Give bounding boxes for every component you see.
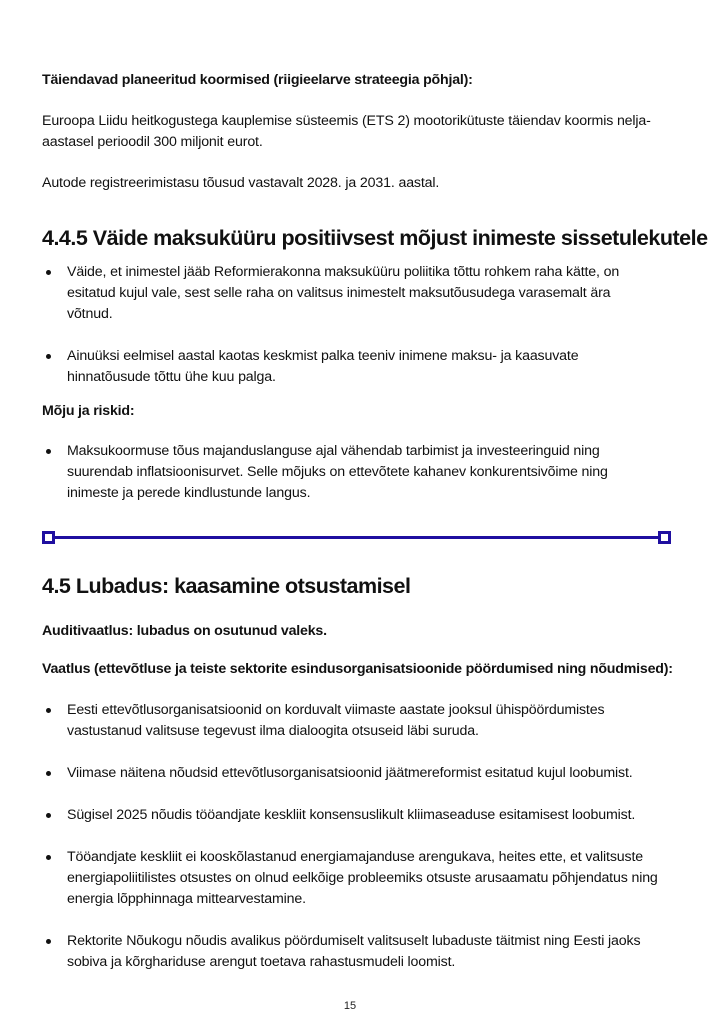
list-item [42,262,652,325]
bullet-icon [46,449,51,454]
list-item-text: Ainuüksi eelmisel aastal kaotas keskmist palka teeniv inimene maksu- ja kaasuvate hinnatõusude tõttu ühe kuu palga. [67,348,579,385]
list-item-text: Sügisel 2025 nõudis tööandjate keskliit konsensuslikult kliimaseaduse esitamisest loobumist. [67,807,636,823]
divider-right-square-icon [658,531,671,544]
section-445-title: 4.4.5 Väide maksuküüru positiivsest mõjust inimeste sissetulekutele [42,226,708,250]
divider-left-square-icon [42,531,55,544]
list-item-text: Tööandjate keskliit ei kooskõlastanud energiamajanduse arengukava, heites ette, et valitsuste energiapoliitilistes otsustes on olnud eelkõige probleemiks otsuste arusaamatu põhjendatus ning energia lõpphinnaga mittearvestamine. [67,849,658,907]
list-item-text: Eesti ettevõtlusorganisatsioonid on korduvalt viimaste aastate jooksul ühispöördumistes vastustanud valitsuse tegevust ilma dialoogita otsuseid läbi suruda. [67,702,605,739]
list-item-text: Maksukoormuse tõus majanduslanguse ajal vähendab tarbimist ja investeeringuid ning suurendab inflatsioonisurvet. Selle mõjuks on ettevõtete kahanev konkurentsivõime ning inimeste ja perede kindlustunde langus. [67,443,608,501]
bullet-icon [46,354,51,359]
list-item [42,700,667,742]
list-item [42,805,667,826]
section-445-bullet-list [42,262,652,388]
list-item [42,346,652,388]
planned-burdens-heading: Täiendavad planeeritud koormised (riigieelarve strateegia põhjal): [42,72,473,88]
list-item-text: Rektorite Nõukogu nõudis avalikus pöördumiselt valitsuselt lubaduste täitmist ning Eesti jaoks sobiva ja kõrghariduse arengut toetava rahastusmudeli loomist. [67,933,641,970]
bullet-icon [46,939,51,944]
section-divider [42,531,671,545]
bullet-icon [46,270,51,275]
list-item [42,441,652,504]
list-item [42,847,667,910]
list-item [42,763,667,784]
audit-finding: Auditivaatlus: lubadus on osutunud valeks. [42,623,327,639]
divider-line [50,536,663,539]
ets2-paragraph: Euroopa Liidu heitkogustega kauplemise süsteemis (ETS 2) mootorikütuste täiendav koormis nelja-aastasel perioodil 300 miljonit eurot. [42,113,651,150]
impact-risks-heading: Mõju ja riskid: [42,403,135,419]
bullet-icon [46,708,51,713]
list-item [42,931,667,973]
page-number: 15 [343,1000,357,1012]
bullet-icon [46,855,51,860]
list-item-text: Väide, et inimestel jääb Reformierakonna maksuküüru poliitika tõttu rohkem raha kätte, on esitatud kujul vale, sest selle raha on valitsus inimestelt maksutõusudega varasemalt ära võtnud. [67,264,620,322]
impact-bullet-list [42,441,652,504]
bullet-icon [46,813,51,818]
car-registration-paragraph: Autode registreerimistasu tõusud vastavalt 2028. ja 2031. aastal. [42,175,440,191]
section-45-title: 4.5 Lubadus: kaasamine otsustamisel [42,574,411,598]
observation-heading: Vaatlus (ettevõtluse ja teiste sektorite esindusorganisatsioonide pöördumised ning nõudmised): [42,661,673,677]
section-45-bullet-list [42,700,667,973]
bullet-icon [46,771,51,776]
list-item-text: Viimase näitena nõudsid ettevõtlusorganisatsioonid jäätmereformist esitatud kujul loobumist. [67,765,633,781]
